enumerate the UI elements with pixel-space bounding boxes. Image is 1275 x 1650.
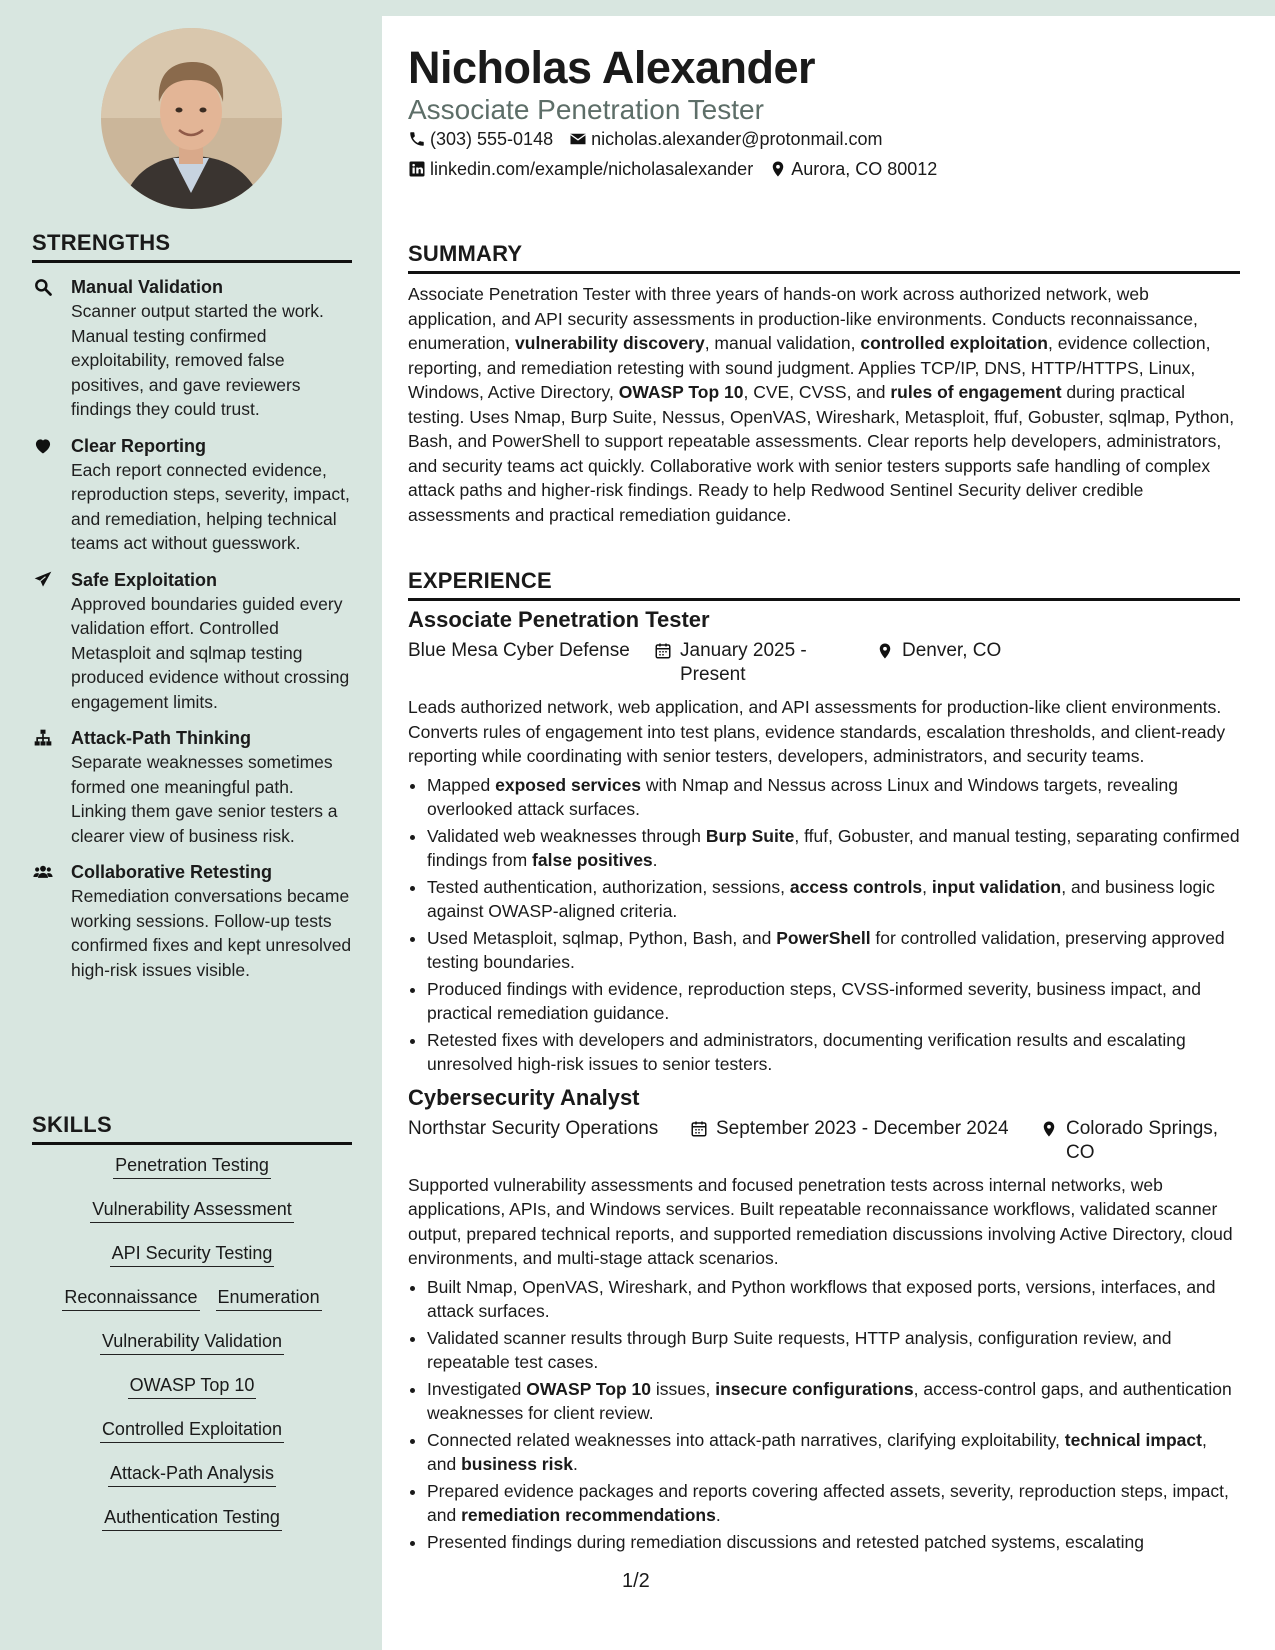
skill-tag: Controlled Exploitation	[100, 1417, 284, 1443]
job-bullets	[408, 773, 1240, 1077]
job-title: Associate Penetration Tester	[408, 607, 710, 632]
location-contact	[769, 157, 937, 181]
strength-item	[32, 726, 352, 848]
summary-text: Associate Penetration Tester with three years of hands-on work across authorized network, web application, and API security assessments in production-like environments. Conducts reconnaissance, enumeration, vulnerability discovery, manual validation, controlled exploitation, evidence collection, reporting, and remediation retesting with sound judgment. Applies TCP/IP, DNS, HTTP/HTTPS, Linux, Windows, Active Directory, OWASP Top 10, CVE, CVSS, and rules of engagement during practical testing. Uses Nmap, Burp Suite, Nessus, OpenVAS, Wireshark, Metasploit, ffuf, Gobuster, sqlmap, Python, Bash, and PowerShell to support repeatable assessments. Clear reports help developers, administrators, and security teams act quickly. Collaborative work with senior testers supports safe handling of complex attack paths and higher-risk findings. Ready to help Redwood Sentinel Security deliver credible assessments and practical remediation guidance.	[408, 284, 1235, 525]
experience-section	[408, 568, 1240, 1556]
strength-item	[32, 275, 352, 422]
linkedin-text[interactable]: linkedin.com/example/nicholasalexander	[430, 159, 754, 179]
email-contact[interactable]	[569, 127, 882, 151]
page-number: 1/2	[622, 1570, 650, 1592]
strength-title: Manual Validation	[71, 277, 224, 297]
strength-title: Clear Reporting	[71, 435, 207, 456]
map-pin-icon	[769, 160, 787, 178]
skills-heading: SKILLS	[32, 1112, 352, 1145]
candidate-name: Nicholas Alexander	[408, 42, 815, 93]
search-icon	[32, 277, 54, 297]
job-location	[1040, 1117, 1232, 1165]
contact-row-1	[408, 127, 883, 151]
experience-heading: EXPERIENCE	[408, 568, 1240, 601]
top-band	[382, 0, 1275, 16]
strength-description: Each report connected evidence, reproduction steps, severity, impact, and remediation, helping technical teams act without guesswork.	[71, 459, 350, 553]
strengths-heading: STRENGTHS	[32, 230, 352, 263]
strengths-section	[32, 230, 352, 982]
map-pin-icon	[1040, 1119, 1058, 1139]
location-text: Aurora, CO 80012	[791, 159, 938, 179]
job-bullet: • Built Nmap, OpenVAS, Wireshark, and Python workflows that exposed ports, versions, interfaces, and attack surfaces.	[427, 1275, 1240, 1324]
linkedin-icon	[408, 160, 426, 178]
profile-photo	[101, 28, 282, 209]
linkedin-contact[interactable]	[408, 157, 753, 181]
skill-tag: Penetration Testing	[113, 1153, 271, 1179]
job-entry	[408, 607, 1240, 1077]
job-description: Supported vulnerability assessments and focused penetration tests across internal networks, web applications, APIs, and Windows services. Built repeatable reconnaissance workflows, validated scanner output, prepared technical reports, and supported remediation discussions involving Active Directory, cloud environments, and multi-stage attack scenarios.	[408, 1174, 1233, 1268]
strength-description: Approved boundaries guided every validation effort. Controlled Metasploit and sqlmap testing produced evidence without crossing engagement limits.	[71, 593, 350, 712]
phone-contact	[408, 127, 553, 151]
summary-heading: SUMMARY	[408, 241, 1240, 274]
job-bullet: • Tested authentication, authorization, sessions, access controls, input validation, and business logic against OWASP-aligned criteria.	[427, 875, 1240, 924]
strength-description: Separate weaknesses sometimes formed one meaningful path. Linking them gave senior testers a clearer view of business risk.	[71, 752, 338, 846]
job-meta	[408, 639, 1240, 687]
job-bullet: • Investigated OWASP Top 10 issues, insecure configurations, access-control gaps, and authentication weaknesses for client review.	[427, 1377, 1240, 1426]
job-bullets	[408, 1275, 1240, 1555]
map-pin-icon	[876, 641, 894, 661]
job-bullet: • Produced findings with evidence, reproduction steps, CVSS-informed severity, business impact, and practical remediation guidance.	[427, 977, 1240, 1026]
skill-tag: Attack-Path Analysis	[108, 1461, 276, 1487]
job-meta	[408, 1117, 1240, 1165]
job-company: Blue Mesa Cyber Defense	[408, 640, 630, 661]
heart-icon	[32, 436, 54, 456]
paper-plane-icon	[32, 570, 54, 590]
job-bullet: • Used Metasploit, sqlmap, Python, Bash, and PowerShell for controlled validation, preserving approved testing boundaries.	[427, 926, 1240, 975]
job-bullet: • Prepared evidence packages and reports covering affected assets, severity, reproduction steps, impact, and remediation recommendations.	[427, 1479, 1240, 1528]
strength-description: Scanner output started the work. Manual testing confirmed exploitability, removed false positives, and gave reviewers findings they could trust.	[71, 301, 324, 419]
job-company: Northstar Security Operations	[408, 1117, 659, 1139]
skill-tag: OWASP Top 10	[128, 1373, 257, 1399]
summary-section	[408, 241, 1240, 527]
job-title: Cybersecurity Analyst	[408, 1084, 640, 1110]
skill-tag: Vulnerability Validation	[100, 1329, 284, 1355]
strength-title: Safe Exploitation	[71, 569, 218, 590]
strength-item	[32, 860, 352, 982]
candidate-role: Associate Penetration Tester	[408, 94, 764, 125]
strength-item	[32, 434, 352, 556]
job-bullet: • Validated scanner results through Burp Suite requests, HTTP analysis, configuration review, and repeatable test cases.	[427, 1326, 1240, 1375]
skill-tag: Enumeration	[216, 1285, 322, 1311]
skills-list	[32, 1153, 352, 1531]
skill-tag: Vulnerability Assessment	[90, 1197, 293, 1223]
job-dates	[690, 1117, 1040, 1141]
job-location-text: Colorado Springs, CO	[1066, 1117, 1219, 1163]
job-dates	[654, 639, 876, 687]
job-bullet: • Retested fixes with developers and administrators, documenting verification results and escalating unresolved high-risk issues to senior testers.	[427, 1028, 1240, 1077]
users-icon	[32, 862, 54, 882]
job-location	[876, 639, 1001, 663]
calendar-icon	[690, 1119, 708, 1139]
phone-icon	[408, 130, 426, 148]
skill-tag: API Security Testing	[110, 1241, 275, 1267]
job-bullet: • Validated web weaknesses through Burp Suite, ffuf, Gobuster, and manual testing, separating confirmed findings from false positives.	[427, 824, 1240, 873]
contact-row-2	[408, 157, 937, 181]
job-bullet: • Connected related weaknesses into attack-path narratives, clarifying exploitability, technical impact, and business risk.	[427, 1428, 1240, 1477]
strength-title: Collaborative Retesting	[71, 862, 273, 882]
phone-text: (303) 555-0148	[430, 129, 554, 149]
envelope-icon	[569, 130, 587, 148]
skill-tag: Authentication Testing	[102, 1505, 282, 1531]
skills-section	[32, 1112, 352, 1549]
strength-item	[32, 568, 352, 715]
strength-title: Attack-Path Thinking	[71, 728, 252, 748]
job-location-text: Denver, CO	[902, 640, 1002, 661]
sitemap-icon	[32, 728, 54, 748]
calendar-icon	[654, 641, 672, 661]
strength-description: Remediation conversations became working sessions. Follow-up tests confirmed fixes and kept unresolved high-risk issues visible.	[71, 886, 352, 980]
job-entry	[408, 1085, 1240, 1555]
email-text[interactable]: nicholas.alexander@protonmail.com	[591, 129, 883, 149]
skill-tag: Reconnaissance	[62, 1285, 199, 1311]
job-bullet: • Mapped exposed services with Nmap and Nessus across Linux and Windows targets, revealing overlooked attack surfaces.	[427, 773, 1240, 822]
job-dates-text: September 2023 - December 2024	[716, 1117, 1009, 1139]
job-bullet: • Presented findings during remediation discussions and retested patched systems, escalating	[427, 1530, 1240, 1555]
job-description: Leads authorized network, web application, and API assessments for production-like client environments. Converts rules of engagement into test plans, evidence standards, escalation thresholds, and client-ready reporting while coordinating with senior testers, developers, administrators, and security teams.	[408, 697, 1226, 766]
job-dates-text: January 2025 - Present	[680, 640, 807, 685]
